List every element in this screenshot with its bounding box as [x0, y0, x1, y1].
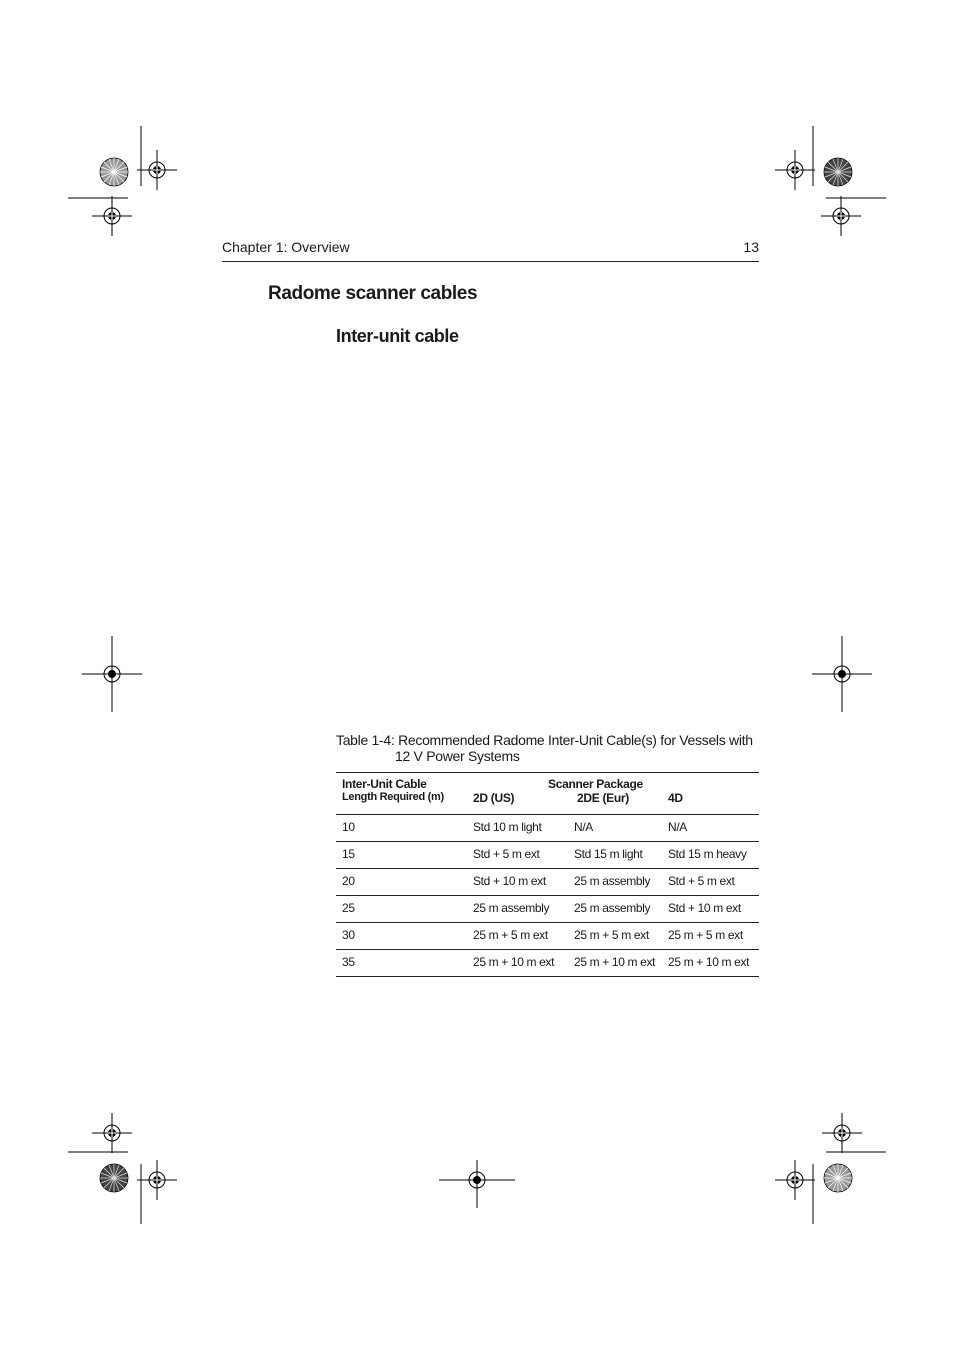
header-scanner-package: Scanner Package: [548, 777, 643, 791]
cell-4d: N/A: [668, 820, 687, 834]
cell-2de-eur: Std 15 m light: [574, 847, 643, 861]
table-caption-line1: Table 1-4: Recommended Radome Inter-Unit Cable(s) for Vessels with: [336, 732, 753, 748]
header-length-line1: Inter-Unit Cable: [342, 777, 427, 791]
cell-2d-us: Std 10 m light: [473, 820, 542, 834]
cell-4d: 25 m + 5 m ext: [668, 928, 743, 942]
cell-4d: Std + 10 m ext: [668, 901, 741, 915]
cell-length: 20: [342, 874, 355, 888]
cell-2de-eur: 25 m + 10 m ext: [574, 955, 656, 969]
table-row: [336, 815, 759, 842]
header-2de-eur: 2DE (Eur): [577, 791, 629, 805]
cell-4d: 25 m + 10 m ext: [668, 955, 750, 969]
cell-4d: Std 15 m heavy: [668, 847, 747, 861]
cell-length: 35: [342, 955, 355, 969]
cell-length: 25: [342, 901, 355, 915]
table-header: [336, 773, 759, 815]
page-number: 13: [743, 239, 759, 255]
cell-2de-eur: 25 m + 5 m ext: [574, 928, 649, 942]
cell-2de-eur: N/A: [574, 820, 593, 834]
header-2d-us: 2D (US): [473, 791, 515, 805]
cell-2de-eur: 25 m assembly: [574, 874, 651, 888]
subsection-heading: Inter-unit cable: [336, 326, 459, 346]
table-row: [336, 950, 759, 977]
cell-2d-us: 25 m assembly: [473, 901, 550, 915]
table-row: [336, 869, 759, 896]
cell-length: 30: [342, 928, 355, 942]
cell-2d-us: 25 m + 5 m ext: [473, 928, 548, 942]
table-caption: [336, 732, 766, 764]
table-caption-line2: 12 V Power Systems: [395, 748, 520, 764]
running-head: [222, 238, 759, 262]
chapter-title: Chapter 1: Overview: [222, 239, 350, 255]
cell-2d-us: Std + 10 m ext: [473, 874, 546, 888]
cell-2de-eur: 25 m assembly: [574, 901, 651, 915]
table-row: [336, 923, 759, 950]
cell-2d-us: 25 m + 10 m ext: [473, 955, 555, 969]
header-length-line2: Length Required (m): [342, 791, 444, 803]
cell-length: 15: [342, 847, 355, 861]
cell-length: 10: [342, 820, 355, 834]
section-heading: Radome scanner cables: [268, 283, 478, 304]
cable-table: [336, 772, 759, 977]
cell-2d-us: Std + 5 m ext: [473, 847, 540, 861]
table-row: [336, 842, 759, 869]
cell-4d: Std + 5 m ext: [668, 874, 735, 888]
header-4d: 4D: [668, 791, 683, 805]
table-row: [336, 896, 759, 923]
